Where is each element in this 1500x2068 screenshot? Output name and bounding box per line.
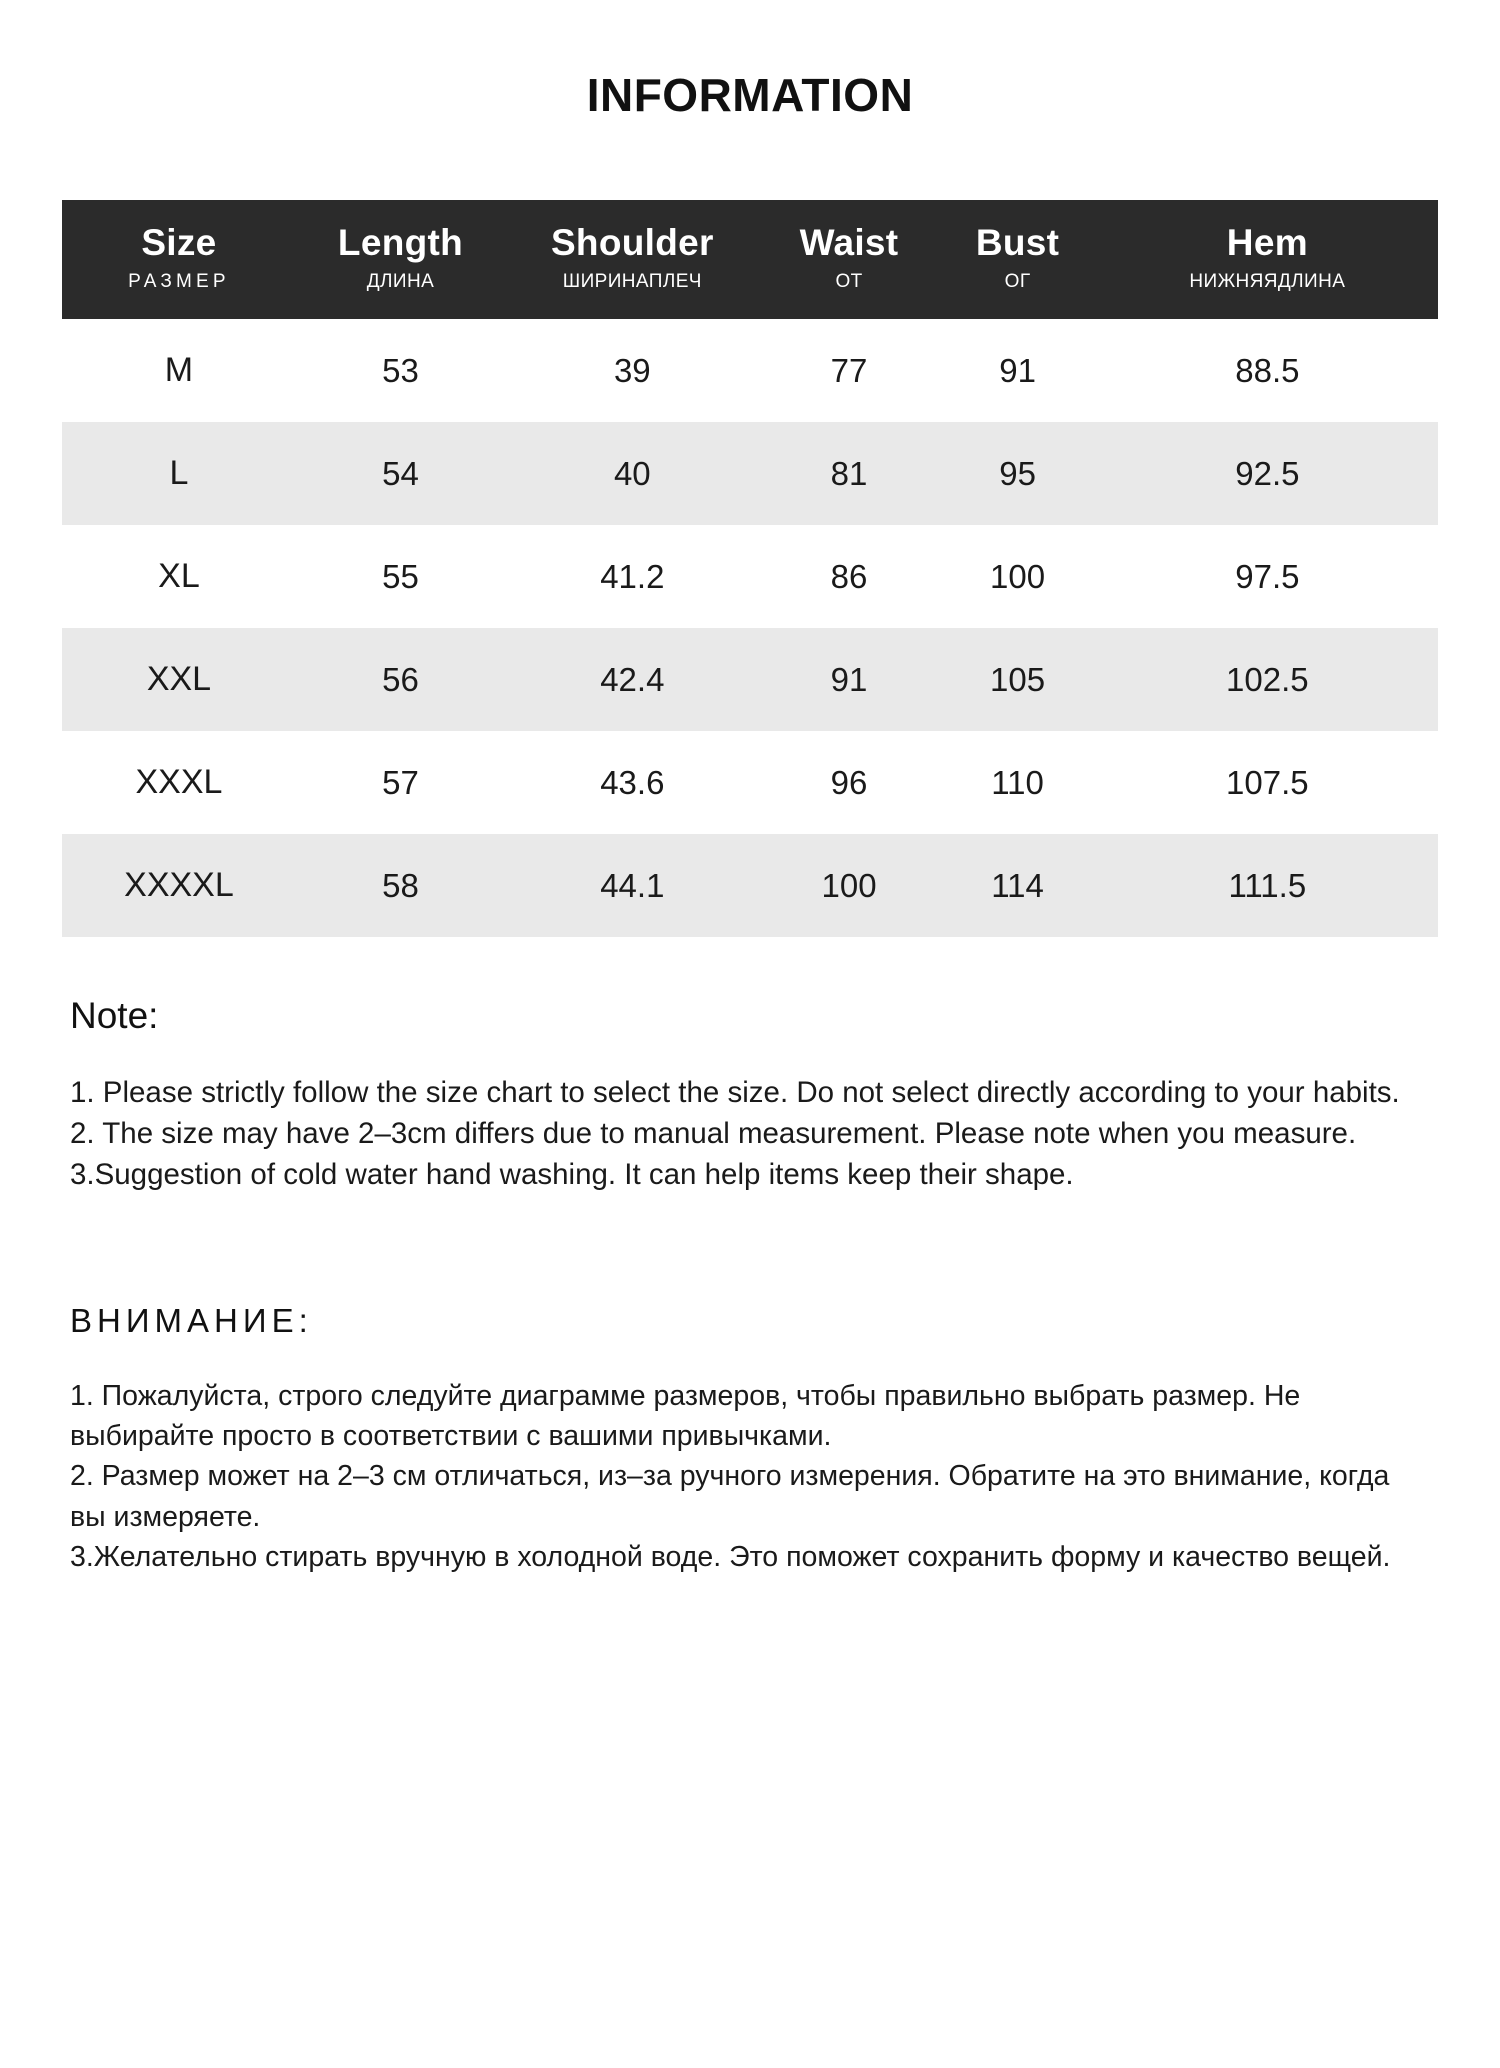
table-header-row — [62, 200, 1438, 319]
column-header-size-en: Size — [141, 222, 217, 263]
cell-size: XXL — [62, 628, 296, 731]
cell-waist: 100 — [760, 834, 939, 937]
page-title: INFORMATION — [586, 69, 914, 121]
note-line-3: 3.Suggestion of cold water hand washing. It can help items keep their shape. — [70, 1157, 1074, 1191]
cell-length: 54 — [296, 422, 505, 525]
cell-hem: 97.5 — [1235, 557, 1300, 595]
note-line-ru-3: 3.Желательно стирать вручную в холодной воде. Это поможет сохранить форму и качество вещей. — [70, 1541, 1391, 1574]
column-header-shoulder — [505, 200, 760, 319]
table-row — [62, 834, 1438, 937]
column-header-hem-ru: НИЖНЯЯДЛИНА — [1189, 271, 1346, 293]
cell-waist: 96 — [830, 763, 868, 801]
cell-waist: 77 — [830, 351, 868, 389]
note-line-ru-2: 2. Размер может на 2–3 см отличаться, из–за ручного измерения. Обратите на это внимание, когда вы измеряете. — [70, 1460, 1390, 1533]
column-header-hem — [1097, 200, 1438, 319]
cell-hem: 88.5 — [1235, 351, 1300, 389]
cell-length: 56 — [296, 628, 505, 731]
table-row — [62, 422, 1438, 525]
cell-waist: 86 — [830, 557, 868, 595]
cell-bust: 100 — [990, 557, 1046, 595]
notes-heading-english: Note: — [70, 995, 159, 1037]
table-row — [62, 628, 1438, 731]
column-header-size — [62, 200, 296, 319]
column-header-length-ru: ДЛИНА — [366, 271, 435, 293]
cell-bust: 110 — [991, 763, 1044, 801]
cell-size: XXXXL — [62, 834, 296, 937]
cell-shoulder: 40 — [505, 422, 760, 525]
column-header-waist-en: Waist — [799, 222, 899, 263]
notes-body-english — [70, 1073, 1430, 1195]
note-line-ru-1: 1. Пожалуйста, строго следуйте диаграмме размеров, чтобы правильно выбрать размер. Не выбирайте просто в соответствии с вашими привычками. — [70, 1379, 1301, 1453]
notes-body-russian — [70, 1376, 1430, 1578]
cell-size: M — [164, 351, 194, 390]
cell-length: 55 — [382, 557, 419, 595]
column-header-hem-en: Hem — [1226, 222, 1308, 263]
column-header-length-en: Length — [337, 222, 464, 263]
table-row — [62, 319, 1438, 422]
column-header-bust — [938, 200, 1096, 319]
cell-length: 53 — [382, 351, 419, 389]
table-header — [62, 200, 1438, 319]
column-header-bust-en: Bust — [975, 222, 1060, 263]
cell-shoulder: 42.4 — [505, 628, 760, 731]
cell-length: 57 — [382, 763, 419, 801]
cell-size: XXXL — [135, 763, 223, 802]
size-chart-table — [62, 200, 1438, 937]
cell-shoulder: 43.6 — [600, 763, 665, 801]
size-chart-container — [62, 200, 1438, 937]
cell-bust: 95 — [938, 422, 1096, 525]
notes-section-english — [70, 995, 1430, 1577]
cell-shoulder: 41.2 — [600, 557, 665, 595]
cell-bust: 114 — [938, 834, 1096, 937]
column-header-length — [296, 200, 505, 319]
cell-waist: 81 — [760, 422, 939, 525]
notes-section-russian — [70, 1302, 1430, 1578]
information-page — [0, 68, 1500, 2068]
note-line-2: 2. The size may have 2–3cm differs due to manual measurement. Please note when you measure. — [70, 1117, 1357, 1151]
cell-size: XL — [158, 557, 200, 596]
cell-hem: 111.5 — [1097, 834, 1438, 937]
table-row — [62, 731, 1438, 834]
table-body — [62, 319, 1438, 937]
cell-hem: 107.5 — [1226, 763, 1309, 801]
cell-hem: 92.5 — [1097, 422, 1438, 525]
cell-shoulder: 44.1 — [505, 834, 760, 937]
cell-hem: 102.5 — [1097, 628, 1438, 731]
column-header-waist — [760, 200, 939, 319]
column-header-shoulder-en: Shoulder — [550, 222, 714, 263]
column-header-shoulder-ru: ШИРИНАПЛЕЧ — [562, 271, 702, 293]
notes-heading-russian: ВНИМАНИЕ: — [70, 1301, 313, 1339]
table-row — [62, 525, 1438, 628]
column-header-waist-ru: ОТ — [835, 271, 863, 293]
cell-length: 58 — [296, 834, 505, 937]
cell-bust: 105 — [938, 628, 1096, 731]
cell-shoulder: 39 — [613, 351, 651, 389]
note-line-1: 1. Please strictly follow the size chart to select the size. Do not select directly according to your habits. — [70, 1076, 1400, 1110]
cell-waist: 91 — [760, 628, 939, 731]
cell-bust: 91 — [999, 351, 1036, 389]
column-header-size-ru: РАЗМЕР — [128, 271, 230, 293]
column-header-bust-ru: ОГ — [1004, 271, 1031, 293]
cell-size: L — [62, 422, 296, 525]
